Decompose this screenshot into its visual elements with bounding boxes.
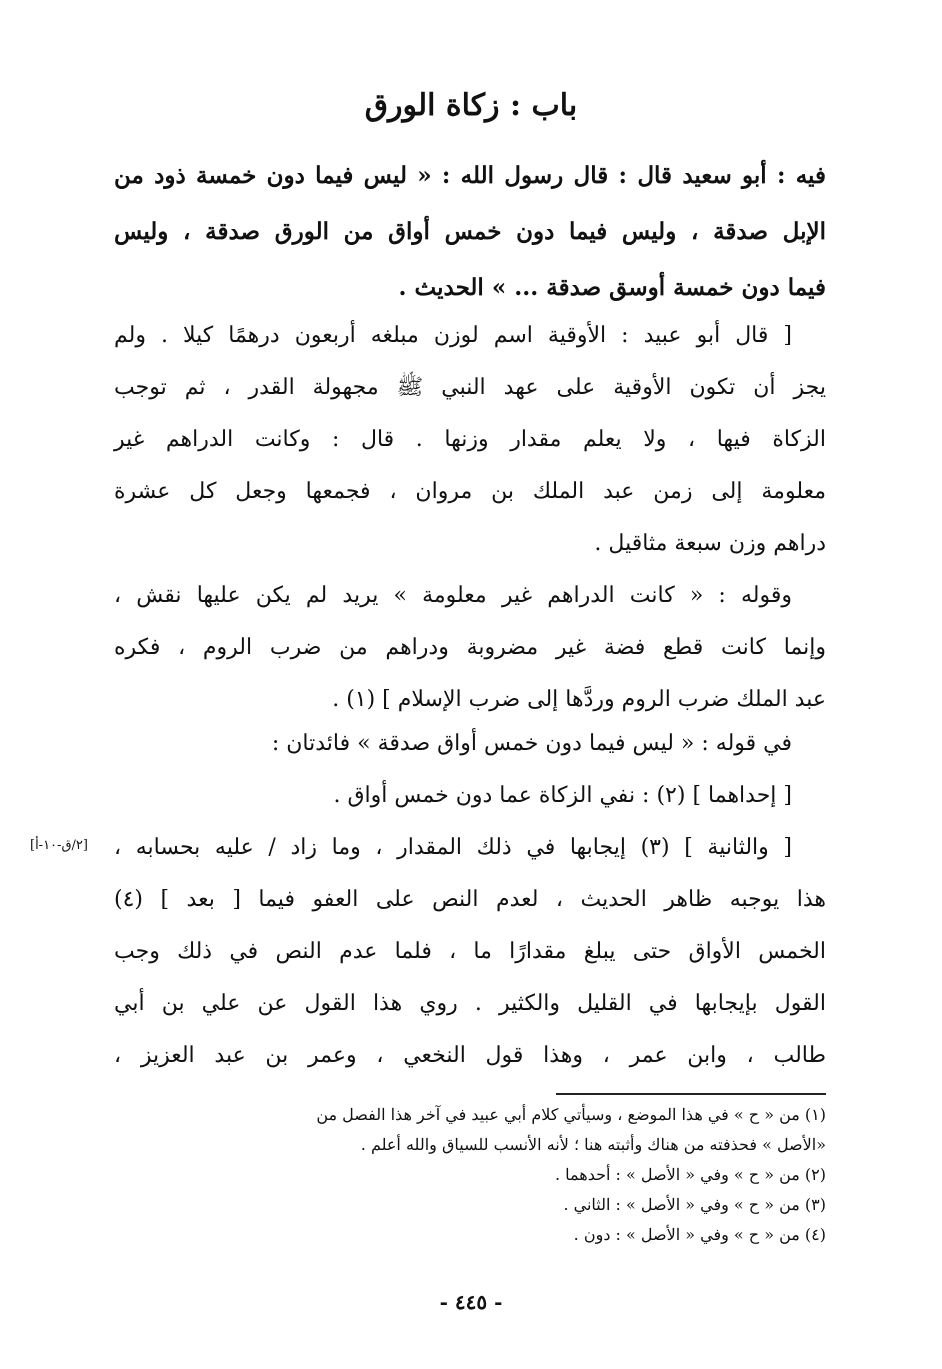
manuscript-folio-note: [٢/ق-١٠-أ] <box>30 838 88 853</box>
text-line: [ والثانية ] (٣) إيجابها في ذلك المقدار ، وما زاد / عليه بحسابه ، <box>114 835 792 860</box>
text-line: في قوله : « ليس فيما دون خمس أواق صدقة » فائدتان : <box>271 731 792 756</box>
text-line: الخمس الأواق حتى يبلغ مقدارًا ما ، فلما عدم النص في ذلك وجب <box>114 939 826 964</box>
text-line: معلومة إلى زمن عبد الملك بن مروان ، فجمعها وجعل كل عشرة <box>114 479 826 504</box>
text-line: [ قال أبو عبيد : الأوقية اسم لوزن مبلغه أربعون درهمًا كيلا . ولم <box>114 323 792 348</box>
footnote-divider <box>556 1093 826 1095</box>
text-line: الزكاة فيها ، ولا يعلم مقدار وزنها . قال : وكانت الدراهم غير <box>114 427 826 452</box>
text-line: الإبل صدقة ، وليس فيما دون خمس أواق من الورق صدقة ، وليس <box>114 218 826 245</box>
text-line: القول بإيجابها في القليل والكثير . روي هذا القول عن علي بن أبي <box>114 991 826 1016</box>
text-line: هذا يوجبه ظاهر الحديث ، لعدم النص على العفو فيما [ بعد ] (٤) <box>114 887 826 912</box>
qawluhu-paragraph <box>114 570 826 726</box>
footnotes <box>114 1100 826 1250</box>
chapter-title: باب : زكاة الورق <box>364 88 578 123</box>
hadith-paragraph <box>114 148 826 316</box>
abu-ubaid-paragraph <box>114 310 826 570</box>
footnote-line: (١) من « ح » في هذا الموضع ، وسيأتي كلام أبي عبيد في آخر هذا الفصل من <box>316 1105 826 1124</box>
page-number: - ٤٤٥ - <box>439 1290 503 1314</box>
thaniya-paragraph <box>114 822 826 1082</box>
text-line: طالب ، وابن عمر ، وهذا قول النخعي ، وعمر بن عبد العزيز ، <box>114 1043 826 1068</box>
text-line: عبد الملك ضرب الروم وردَّها إلى ضرب الإسلام ] (١) . <box>332 687 826 712</box>
text-line: فيه : أبو سعيد قال : قال رسول الله : « ليس فيما دون خمسة ذود من <box>114 162 826 189</box>
text-line: وإنما كانت قطع فضة غير مضروبة ودراهم من ضرب الروم ، فكره <box>114 635 826 660</box>
text-line: [ إحداهما ] (٢) : نفي الزكاة عما دون خمس أواق . <box>333 783 792 808</box>
text-line: فيما دون خمسة أوسق صدقة ... » الحديث . <box>398 274 826 301</box>
text-line: يجز أن تكون الأوقية على عهد النبي ﷺ مجهولة القدر ، ثم توجب <box>114 375 826 400</box>
footnote-line: (٢) من « ح » وفي « الأصل » : أحدهما . <box>554 1165 826 1184</box>
text-line: دراهم وزن سبعة مثاقيل . <box>594 531 826 556</box>
text-line: وقوله : « كانت الدراهم غير معلومة » يريد لم يكن عليها نقش ، <box>114 583 792 608</box>
footnote-line: (٣) من « ح » وفي « الأصل » : الثاني . <box>563 1195 826 1214</box>
fawaid-paragraph <box>114 718 826 822</box>
footnote-line: «الأصل » فحذفته من هناك وأثبته هنا ؛ لأنه الأنسب للسياق والله أعلم . <box>360 1135 826 1154</box>
footnote-line: (٤) من « ح » وفي « الأصل » : دون . <box>573 1225 826 1244</box>
